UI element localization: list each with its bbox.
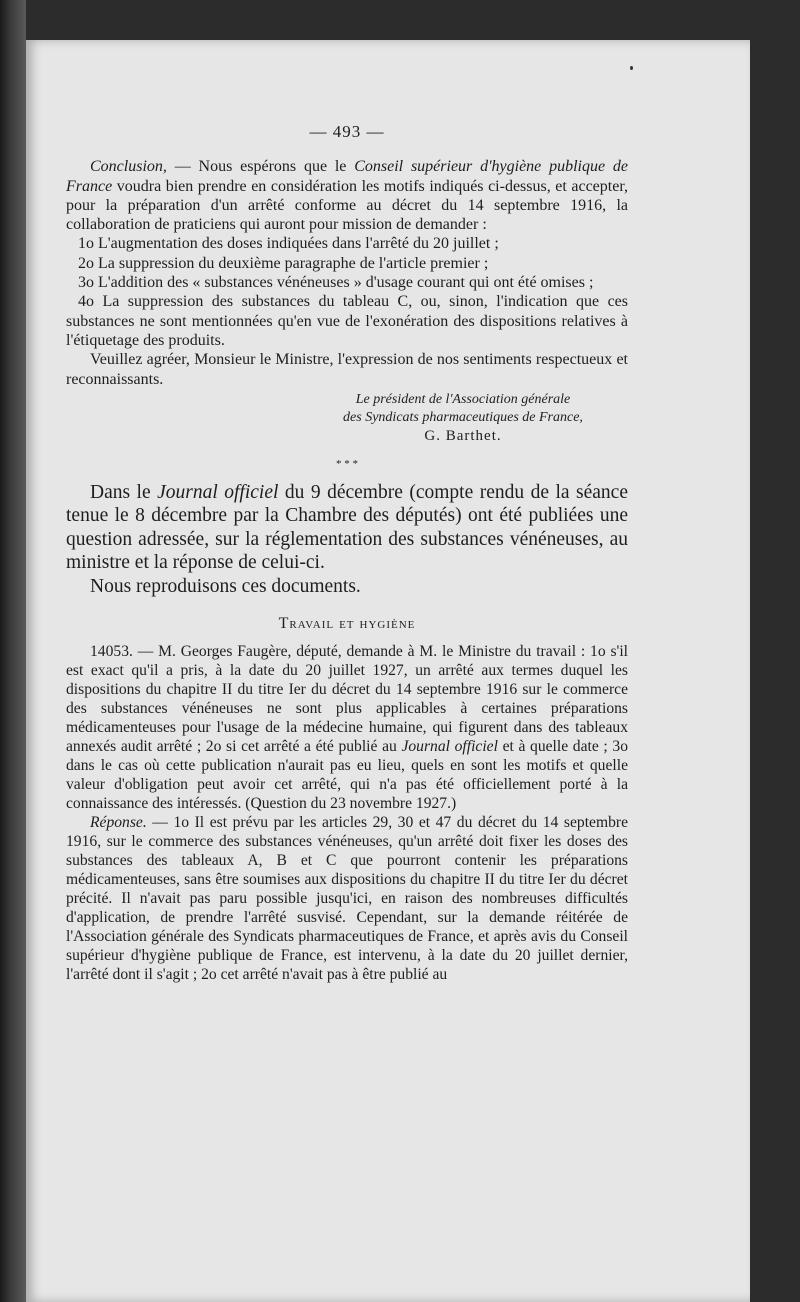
signature-title-1: Le président de l'Association générale [355,391,571,407]
page-content [66,122,628,984]
journal-officiel-title: Journal officiel [157,481,279,503]
conclusion-text-1: — Nous espérons que le [166,158,355,176]
ink-speck [630,66,633,70]
answer-paragraph [66,813,628,984]
section-separator: * * * [336,457,358,470]
list-item: 2o La suppression du deuxième paragraphe de l'article premier ; [78,254,489,272]
conclusion-text-2: voudra bien prendre en considération les motifs indiqués ci-dessus, et accepter, pour la préparation d'un arrêté conforme au décret du 14 septembre 1916, la collaboration de praticiens qui auront pour mission de demander : [66,177,628,234]
book-page [26,40,750,1302]
signature-title-2: des Syndicats pharmaceutiques de France, [343,409,583,425]
journal-officiel-title: Journal officiel [401,737,498,755]
conclusion-paragraph [66,157,628,234]
intro-paragraph [66,481,628,575]
signature-block [298,391,628,445]
intro-paragraph-2: Nous reproduisons ces documents. [90,575,361,597]
section-heading: Travail et hygiène [278,615,416,633]
signature-name: G. Barthet. [424,427,502,444]
answer-text: — 1o Il est prévu par les articles 29, 30 et 47 du décret du 14 septembre 1916, sur le commerce des substances vénéneuses, qu'un arrêté doit fixer les doses des substances des tableaux A, B et C que pourront contenir les préparations médicamenteuses, sans être soumises aux dispositions du chapitre II du titre Ier du décret précité. Il n'avait pas paru possible jusqu'ici, en raison des nombreuses difficultés d'application, de prendre l'arrêté susvisé. Cependant, sur la demande réitérée de l'Association générale des Syndicats pharmaceutiques de France, et après avis du Conseil supérieur d'hygiène publique de France, est intervenu, à la date du 20 juillet dernier, l'arrêté dont il s'agit ; 2o cet arrêté n'avait pas à être publié au [66,813,628,983]
list-item: 4o La suppression des substances du tableau C, ou, sinon, l'indication que ces substances ne sont mentionnées qu'en vue de l'exonération des dispositions relatives à l'étiquetage des produits. [66,293,628,349]
question-paragraph [66,642,628,813]
answer-lead: Réponse. [90,813,147,831]
intro-text-2: du 9 décembre (compte rendu de la séance tenue le 8 décembre par la Chambre des députés) ont été publiées une question adressée, sur la réglementation des substances vénéneuses, au ministre et la réponse de celui-ci. [66,481,628,574]
book-spine-edge [0,0,26,1302]
intro-text-1: Dans le [90,481,158,503]
conclusion-lead: Conclusion, [90,158,167,176]
question-text-1: 14053. — M. Georges Faugère, député, demande à M. le Ministre du travail : 1o s'il est exact qu'il a pris, à la date du 20 juillet 1927, un arrêté aux termes duquel les dispositions du chapitre II du titre Ier du décret du 14 septembre 1916 sur le commerce des substances vénéneuses ne sont plus applicables à certaines préparations médicamenteuses pour l'usage de la médecine humaine, qui figurent dans des tableaux annexés audit arrêté ; 2o si cet arrêté a été publié au [66,642,628,755]
council-name: Conseil supérieur d'hygiène publique de France [66,158,628,195]
closing-formula: Veuillez agréer, Monsieur le Ministre, l'expression de nos sentiments respectueux et reconnaissants. [66,351,628,388]
list-item: 1o L'augmentation des doses indiquées dans l'arrêté du 20 juillet ; [78,235,499,253]
question-text-2: et à quelle date ; 3o dans le cas où cette publication n'aurait pas eu lieu, quels en sont les motifs et quelle valeur d'obligation peut avoir cet arrêté, qui n'a pas été officiellement porté à la connaissance des intéressés. (Question du 23 novembre 1927.) [66,737,628,812]
list-item: 3o L'addition des « substances vénéneuses » d'usage courant qui ont été omises ; [78,274,594,292]
page-number: — 493 — [309,122,385,141]
